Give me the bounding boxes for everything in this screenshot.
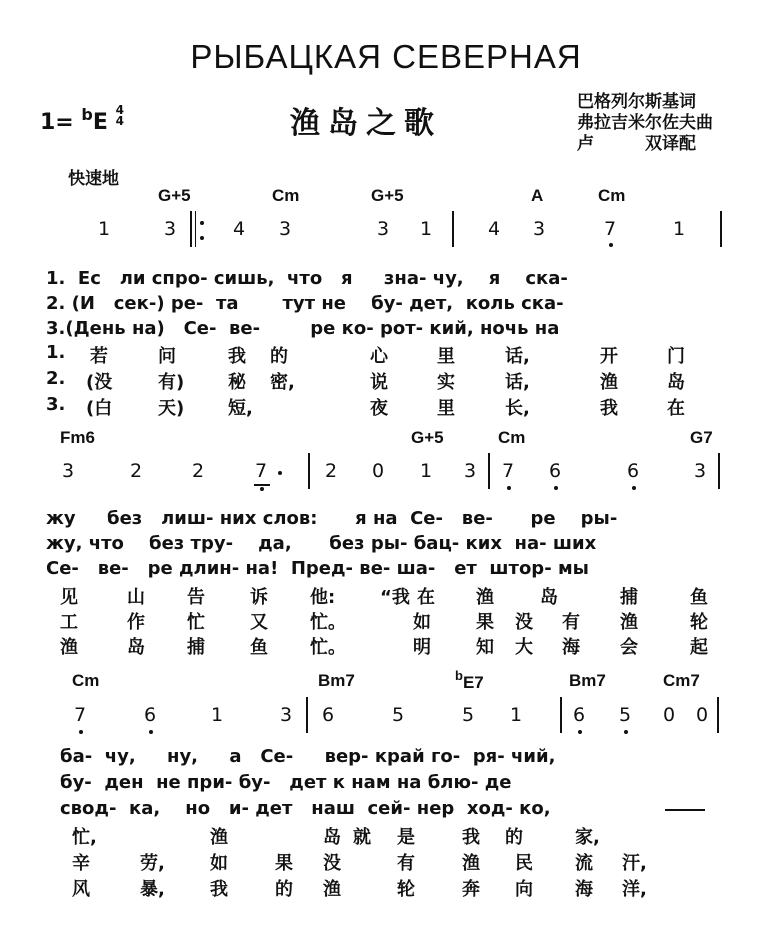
lyric-syllable: не: [156, 772, 181, 793]
chord: Cm: [598, 186, 626, 205]
lyric-char: 果: [476, 612, 494, 633]
lyric-char: 密,: [270, 372, 295, 393]
lyric-syllable: чу,: [104, 746, 136, 767]
lyric-char: 在: [667, 398, 685, 419]
lyric-char: 又: [250, 612, 268, 633]
lyric-char: 开: [600, 346, 618, 367]
lyric-char: 捕: [620, 587, 638, 608]
lyric-char: 洋,: [622, 879, 647, 900]
lyric-char: 有): [158, 372, 185, 393]
barline: [560, 697, 562, 733]
key-signature: [40, 105, 124, 135]
time-signature: [116, 105, 124, 127]
lyric-char: 渔: [462, 853, 480, 874]
note: 0: [663, 704, 676, 726]
lyric-syllable: на: [396, 772, 422, 793]
lyric-syllable: ну,: [167, 746, 199, 767]
lyric-char: 我: [210, 879, 228, 900]
flat-sign: b: [81, 105, 93, 124]
low-octave-dot: [578, 730, 582, 734]
lyric-char: 作: [127, 612, 145, 633]
verse-number: 2.: [46, 368, 66, 389]
lyric-syllable: ко-: [341, 318, 374, 339]
time-top: 4: [115, 103, 124, 117]
chord: Cm: [272, 186, 300, 205]
chord: G+5: [411, 428, 444, 447]
composer-credit: 弗拉吉米尔佐夫曲: [577, 113, 713, 133]
note: 6: [627, 460, 640, 482]
lyric-syllable: ря-: [472, 746, 505, 767]
lyric-syllable: да,: [258, 533, 292, 554]
low-octave-dot: [79, 730, 83, 734]
note: 3: [464, 460, 477, 482]
note: 7: [74, 704, 87, 726]
lyric-char: 鱼: [690, 587, 708, 608]
chord-flat: b: [455, 668, 463, 683]
lyric-line: [60, 772, 511, 793]
lyric-char: 问: [158, 346, 176, 367]
lyric-char: 民: [515, 853, 533, 874]
lyric-syllable: (И: [71, 293, 95, 314]
note: 0: [372, 460, 385, 482]
note: 5: [619, 704, 632, 726]
lyric-syllable: дет: [255, 798, 293, 819]
barline: [717, 697, 719, 733]
lyric-syllable: зна-: [383, 268, 427, 289]
lyric-syllable: я: [355, 508, 367, 529]
lyric-char: 岛: [667, 372, 685, 393]
lyric-syllable: ре: [310, 318, 336, 339]
lyric-char: 诉: [250, 587, 268, 608]
lyric-char: 流: [575, 853, 593, 874]
note: 3: [280, 704, 293, 726]
song-title-russian: РЫБАЦКАЯ СЕВЕРНАЯ: [190, 38, 582, 75]
lyric-syllable: бу-: [238, 772, 271, 793]
lyric-syllable: го-: [430, 746, 461, 767]
key-note: E: [92, 110, 108, 135]
lyric-char: 奔: [462, 879, 480, 900]
lyric-syllable: ба-: [60, 746, 93, 767]
lyric-char: 忙: [187, 612, 205, 633]
lyric-syllable: бу-: [371, 293, 403, 314]
lyric-syllable: рот-: [379, 318, 424, 339]
lyric-syllable: чу,: [432, 268, 464, 289]
note: 3: [279, 218, 292, 240]
lyric-char: 我: [600, 398, 618, 419]
lyric-line: [60, 798, 551, 819]
lyric-syllable: коль: [465, 293, 515, 314]
lyric-char: 忙。: [310, 637, 346, 658]
lyric-line: [46, 268, 568, 289]
lyric-syllable: ход-: [466, 798, 513, 819]
verse-number: 2.: [46, 293, 66, 314]
lyric-char: 天): [158, 398, 185, 419]
lyric-syllable: сек-): [113, 293, 165, 314]
lyric-syllable: на-: [514, 533, 547, 554]
lyric-char: 轮: [690, 612, 708, 633]
verse-number: 3.: [46, 318, 66, 339]
note: 1: [98, 218, 111, 240]
chord: Cm7: [663, 671, 700, 690]
lyric-syllable: нер: [416, 798, 455, 819]
lyric-syllable: жу,: [46, 533, 83, 554]
note: 7: [502, 460, 515, 482]
lyric-syllable: ких: [465, 533, 502, 554]
lyric-syllable: ры-: [370, 533, 408, 554]
lyric-char: 若: [90, 346, 108, 367]
chord: Bm7: [318, 671, 355, 690]
chord: A: [531, 186, 544, 205]
lyric-syllable: свод-: [60, 798, 117, 819]
lyric-char: 轮: [397, 879, 415, 900]
lyric-char: 门: [667, 346, 685, 367]
verse-number: 1.: [46, 268, 66, 289]
lyric-line: [46, 558, 589, 579]
lyric-char: 心: [370, 346, 388, 367]
lyric-char: 明: [413, 637, 431, 658]
lyric-char: 渔: [600, 372, 618, 393]
lyric-char: 我: [462, 827, 480, 848]
lyric-syllable: де: [484, 772, 512, 793]
lyric-syllable: сишь,: [213, 268, 275, 289]
lyric-syllable: слов:: [262, 508, 318, 529]
lyric-syllable: та: [215, 293, 239, 314]
note: 0: [696, 704, 709, 726]
repeat-barline: [190, 211, 192, 247]
lyric-char: 见: [60, 587, 78, 608]
lyric-syllable: ве-: [229, 318, 261, 339]
lyric-char: 山: [127, 587, 145, 608]
chord: G+5: [158, 186, 191, 205]
lyric-char: 没: [323, 853, 341, 874]
chord: Bm7: [569, 671, 606, 690]
lyric-char: 如: [413, 612, 431, 633]
lyric-syllable: на: [534, 318, 560, 339]
lyric-syllable: ве-: [97, 558, 129, 579]
chord: G+5: [371, 186, 404, 205]
note: 1: [510, 704, 523, 726]
lyric-char: 汗,: [622, 853, 647, 874]
lyric-char: 里: [437, 398, 455, 419]
lyric-char: 话,: [505, 346, 530, 367]
barline: [720, 211, 722, 247]
lyric-syllable: Ес: [77, 268, 101, 289]
lyric-char: 工: [60, 612, 78, 633]
repeat-barline-thin: [195, 211, 196, 247]
lyric-syllable: ли спро-: [119, 268, 208, 289]
note: 6: [549, 460, 562, 482]
lyric-char: 的: [275, 879, 293, 900]
lyric-syllable: жу: [46, 508, 76, 529]
lyric-char: 忙。: [310, 612, 346, 633]
lyric-syllable: и-: [228, 798, 249, 819]
low-octave-dot: [609, 243, 613, 247]
lyric-syllable: кий,: [429, 318, 474, 339]
lyric-char: 话,: [505, 372, 530, 393]
lyric-char: 鱼: [250, 637, 268, 658]
lyric-syllable: на): [131, 318, 165, 339]
note: 3: [694, 460, 707, 482]
note: 6: [322, 704, 335, 726]
low-octave-dot: [507, 486, 511, 490]
lyric-char: 渔: [620, 612, 638, 633]
lyric-syllable: ших: [552, 533, 597, 554]
time-bottom: 4: [115, 114, 124, 128]
lyric-char: (没: [86, 372, 113, 393]
lyric-char: 如: [210, 853, 228, 874]
lyric-char: 有: [562, 612, 580, 633]
lyric-char: 劳,: [140, 853, 165, 874]
lyricist-credit: 巴格列尔斯基词: [577, 92, 696, 112]
lyric-syllable: ры-: [580, 508, 618, 529]
lyric-syllable: мы: [557, 558, 589, 579]
chord-flat-e7: [455, 668, 484, 693]
song-title-chinese: 渔岛之歌: [290, 106, 442, 141]
lyric-syllable: на: [372, 508, 398, 529]
lyric-syllable: без: [107, 508, 143, 529]
lyric-char: 长,: [505, 398, 530, 419]
note: 2: [130, 460, 143, 482]
lyric-char: (白: [86, 398, 113, 419]
lyric-char: 果: [275, 853, 293, 874]
lyric-syllable: ре: [530, 508, 556, 529]
lyric-syllable: тут: [282, 293, 316, 314]
lyric-char: 实: [437, 372, 455, 393]
lyric-syllable: ет: [454, 558, 477, 579]
note: 6: [573, 704, 586, 726]
lyric-char: 是: [397, 827, 415, 848]
lyric-syllable: ве-: [359, 558, 391, 579]
chord: G7: [690, 428, 713, 447]
lyric-char: 渔: [476, 587, 494, 608]
lyric-char: 知: [476, 637, 494, 658]
note: 7: [604, 218, 617, 240]
lyric-char: 秘: [228, 372, 246, 393]
lyric-char: 海: [575, 879, 593, 900]
lyric-syllable: что: [88, 533, 124, 554]
lyric-syllable: при-: [187, 772, 233, 793]
low-octave-dot: [632, 486, 636, 490]
lyric-syllable: я: [341, 268, 353, 289]
lyric-syllable: ша-: [396, 558, 436, 579]
note: 3: [62, 460, 75, 482]
note: 3: [377, 218, 390, 240]
lyric-syllable: ночь: [479, 318, 529, 339]
lyric-syllable: чий,: [510, 746, 556, 767]
low-octave-dot: [554, 486, 558, 490]
dotted-note-dot: [278, 471, 282, 475]
lyric-line: [60, 746, 555, 767]
key-prefix: 1=: [40, 110, 74, 135]
verse-number: 3.: [46, 394, 66, 415]
lyric-char: 大: [515, 637, 533, 658]
barline: [308, 453, 310, 489]
lyric-syllable: ска-: [525, 268, 568, 289]
lyric-syllable: дет: [289, 772, 327, 793]
low-octave-dot: [624, 730, 628, 734]
lyric-syllable: бу-: [60, 772, 92, 793]
lyric-char: 的: [270, 346, 288, 367]
lyric-syllable: край: [374, 746, 425, 767]
barline: [718, 453, 720, 489]
chord-name: E7: [462, 673, 484, 692]
lyric-char: 风: [72, 879, 90, 900]
chord: Cm: [498, 428, 526, 447]
lyric-syllable: бац-: [413, 533, 460, 554]
lyric-char: 短,: [228, 398, 253, 419]
lyric-line: [46, 533, 596, 554]
lyric-syllable: длин-: [178, 558, 240, 579]
credits: [577, 92, 713, 155]
extender-line: [665, 809, 705, 811]
lyric-char: 就: [353, 827, 371, 848]
note: 4: [488, 218, 501, 240]
lyric-char: 里: [437, 346, 455, 367]
note: 6: [144, 704, 157, 726]
note: 4: [233, 218, 246, 240]
lyric-char: 忙,: [72, 827, 97, 848]
lyric-syllable: наш: [311, 798, 355, 819]
lyric-syllable: Се-: [46, 558, 79, 579]
lyric-syllable: ска-: [521, 293, 564, 314]
lyric-char: 没: [515, 612, 533, 633]
lyric-syllable: на!: [245, 558, 279, 579]
lyric-char: 说: [370, 372, 388, 393]
lyric-char: 家,: [575, 827, 600, 848]
lyric-syllable: (День: [65, 318, 126, 339]
lyric-char: 我: [228, 346, 246, 367]
lyric-syllable: сей-: [367, 798, 411, 819]
lyric-char: 有: [397, 853, 415, 874]
lyric-syllable: к: [332, 772, 345, 793]
lyric-syllable: вер-: [324, 746, 369, 767]
lyric-syllable: ре: [147, 558, 173, 579]
lyric-char: 他:: [310, 587, 336, 608]
lyric-line: [46, 293, 564, 314]
lyric-char: 渔: [323, 879, 341, 900]
lyric-syllable: Пред-: [290, 558, 354, 579]
lyric-char: 渔: [210, 827, 228, 848]
verse-number: 1.: [46, 342, 66, 363]
lyric-syllable: без: [149, 533, 185, 554]
lyric-char: 向: [515, 879, 533, 900]
lyric-syllable: Се-: [410, 508, 443, 529]
lyric-syllable: дет,: [409, 293, 454, 314]
lyric-syllable: ден: [104, 772, 144, 793]
lyric-char: 起: [690, 637, 708, 658]
lyric-syllable: а: [229, 746, 242, 767]
lyric-syllable: Се-: [183, 318, 217, 339]
lyric-char: 岛: [323, 827, 341, 848]
note: 5: [392, 704, 405, 726]
lyric-syllable: Се-: [260, 746, 294, 767]
note: 1: [673, 218, 686, 240]
low-octave-dot: [260, 487, 264, 491]
lyric-syllable: я: [488, 268, 501, 289]
repeat-dot: [200, 236, 204, 240]
lyric-syllable: штор-: [489, 558, 552, 579]
lyric-line: [46, 318, 559, 339]
note: 7: [255, 460, 268, 482]
note: 1: [420, 460, 433, 482]
lyric-syllable: ре-: [170, 293, 204, 314]
barline: [488, 453, 490, 489]
lyric-char: 捕: [187, 637, 205, 658]
lyric-char: 渔: [60, 637, 78, 658]
lyric-char: 告: [187, 587, 205, 608]
lyric-char: “我: [380, 587, 410, 608]
note: 2: [192, 460, 205, 482]
note: 3: [533, 218, 546, 240]
lyric-char: 夜: [370, 398, 388, 419]
lyric-syllable: ка,: [128, 798, 161, 819]
repeat-dot: [200, 221, 204, 225]
lyric-char: 暴,: [140, 879, 165, 900]
lyric-syllable: блю-: [427, 772, 479, 793]
lyric-char: 会: [620, 637, 638, 658]
dash-line: [254, 484, 270, 486]
barline: [306, 697, 308, 733]
note: 2: [325, 460, 338, 482]
lyric-syllable: тру-: [190, 533, 234, 554]
note: 3: [164, 218, 177, 240]
lyric-char: 岛: [127, 637, 145, 658]
tempo-marking: 快速地: [68, 169, 119, 189]
lyric-syllable: без: [329, 533, 365, 554]
lyric-syllable: не: [321, 293, 346, 314]
barline: [452, 211, 454, 247]
translator-credit: 卢 双译配: [577, 134, 696, 154]
lyric-syllable: нам: [351, 772, 391, 793]
note: 1: [211, 704, 224, 726]
lyric-char: 岛: [540, 587, 558, 608]
lyric-line: [46, 508, 617, 529]
lyric-syllable: ко,: [519, 798, 551, 819]
lyric-syllable: них: [219, 508, 257, 529]
note: 1: [420, 218, 433, 240]
low-octave-dot: [149, 730, 153, 734]
lyric-char: 辛: [72, 853, 90, 874]
lyric-char: 在: [417, 587, 435, 608]
lyric-char: 的: [505, 827, 523, 848]
chord: Fm6: [60, 428, 95, 447]
lyric-syllable: лиш-: [161, 508, 214, 529]
note: 5: [462, 704, 475, 726]
lyric-syllable: но: [185, 798, 211, 819]
lyric-syllable: ве-: [461, 508, 493, 529]
chord: Cm: [72, 671, 100, 690]
lyric-char: 海: [562, 637, 580, 658]
lyric-syllable: что: [287, 268, 323, 289]
